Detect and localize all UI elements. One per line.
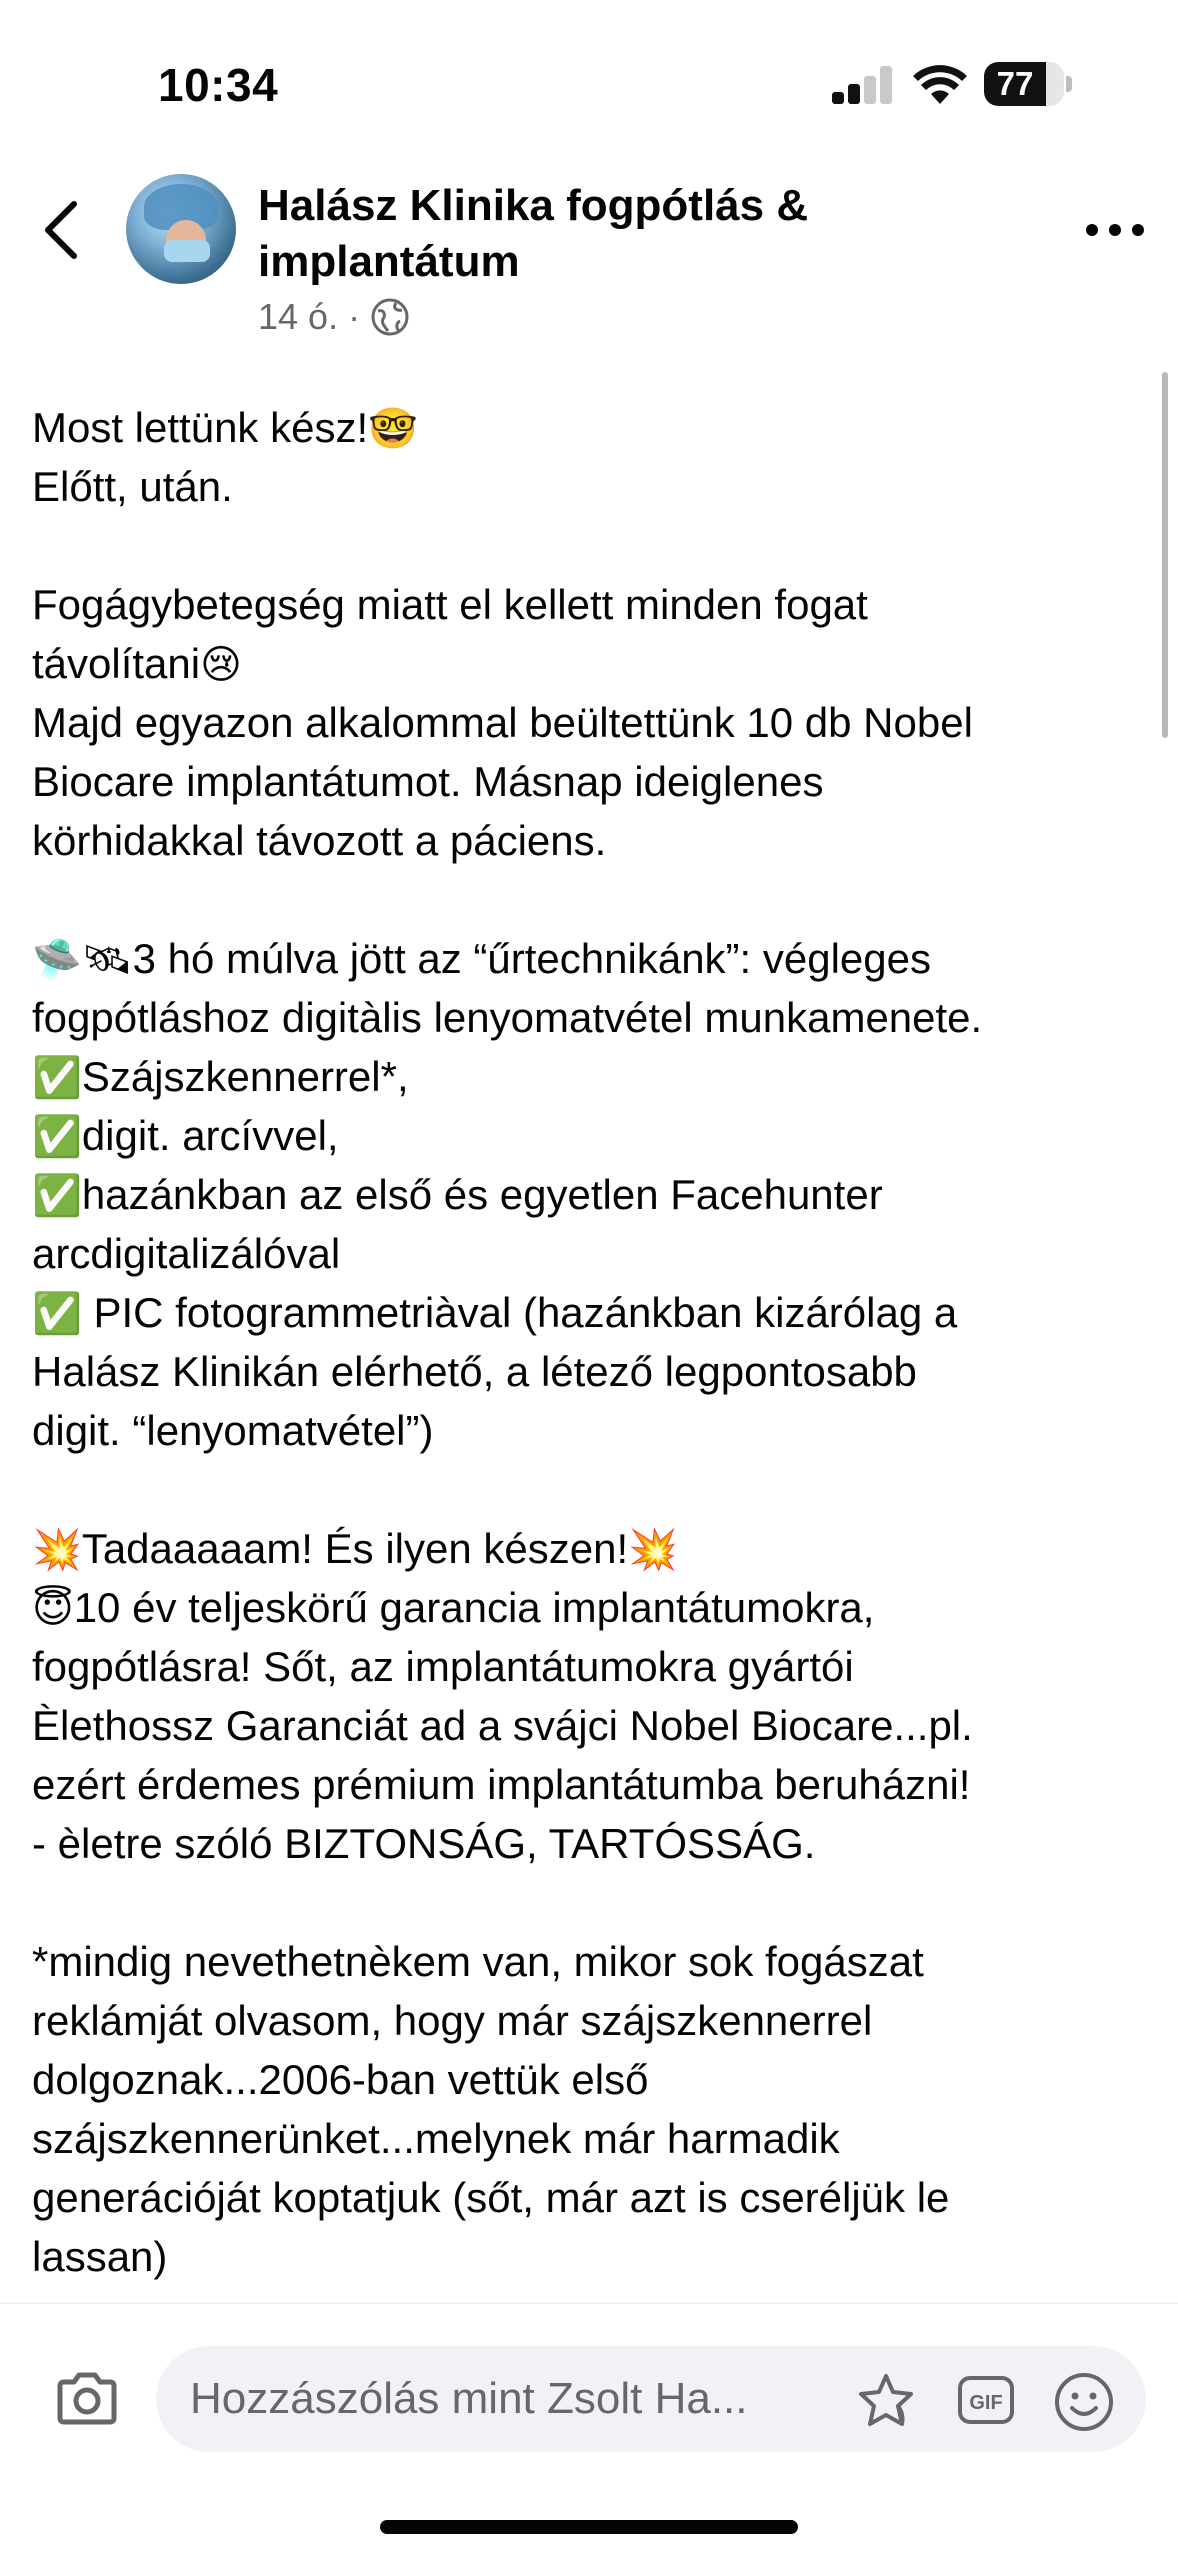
line-prefix-emoji: 🛸🛰 bbox=[32, 937, 133, 983]
line-text: Szájszkennerrel*, bbox=[81, 1053, 409, 1100]
line-text: távolítani bbox=[32, 640, 201, 687]
post-line bbox=[32, 1401, 1142, 1460]
meta-separator: · bbox=[348, 296, 361, 337]
page-name[interactable]: Halász Klinika fogpótlás & implantátum bbox=[258, 181, 809, 286]
line-text: Fogágybetegség miatt el kellett minden fogat bbox=[32, 581, 868, 628]
comment-input[interactable]: Hozzászólás mint Zsolt Ha... bbox=[190, 2374, 748, 2423]
line-text: hazánkban az első és egyetlen Facehunter bbox=[81, 1171, 883, 1218]
post-line bbox=[32, 1224, 1142, 1283]
line-text: arcdigitalizálóval bbox=[32, 1230, 341, 1277]
blank-line bbox=[32, 870, 1142, 929]
post-line bbox=[32, 575, 1142, 634]
line-text: szájszkennerünket...melynek már harmadik bbox=[32, 2115, 840, 2162]
post-line bbox=[32, 1755, 1142, 1814]
post-line bbox=[32, 1637, 1142, 1696]
post-line bbox=[32, 1696, 1142, 1755]
post-line bbox=[32, 398, 1142, 457]
globe-icon bbox=[370, 297, 410, 337]
line-text: Előtt, után. bbox=[32, 463, 233, 510]
blank-line bbox=[32, 516, 1142, 575]
post-line bbox=[32, 1283, 1142, 1342]
post-line bbox=[32, 1047, 1142, 1106]
line-text: fogpótláshoz digitàlis lenyomatvétel munkamenete. bbox=[32, 994, 983, 1041]
back-arrow-icon[interactable] bbox=[36, 194, 88, 266]
battery-level: 77 bbox=[996, 65, 1034, 102]
post-meta bbox=[258, 296, 410, 338]
post-line bbox=[32, 811, 1142, 870]
post-line bbox=[32, 1106, 1142, 1165]
sticker-icon[interactable] bbox=[856, 2372, 916, 2432]
post-line bbox=[32, 1342, 1142, 1401]
line-text: PIC fotogrammetriàval (hazánkban kizárólag a bbox=[81, 1289, 958, 1336]
post-line bbox=[32, 1814, 1142, 1873]
post-line bbox=[32, 752, 1142, 811]
post-line bbox=[32, 988, 1142, 1047]
scrollbar[interactable] bbox=[1162, 372, 1168, 738]
line-text: Tadaaaaam! És ilyen készen! bbox=[81, 1525, 629, 1572]
post-line bbox=[32, 1165, 1142, 1224]
line-text: lassan) bbox=[32, 2233, 168, 2280]
home-indicator[interactable] bbox=[380, 2520, 798, 2534]
line-text: 10 év teljeskörű garancia implantátumokra, bbox=[73, 1584, 875, 1631]
line-text: *mindig nevethetnèkem van, mikor sok fogászat bbox=[32, 1938, 924, 1985]
line-text: körhidakkal távozott a páciens. bbox=[32, 817, 607, 864]
post-line bbox=[32, 2050, 1142, 2109]
post-line bbox=[32, 1991, 1142, 2050]
emoji-icon[interactable] bbox=[1052, 2370, 1116, 2434]
post-line bbox=[32, 2168, 1142, 2227]
battery-icon bbox=[984, 62, 1064, 106]
post-line bbox=[32, 457, 1142, 516]
post-line bbox=[32, 1578, 1142, 1637]
line-text: digit. arcívvel, bbox=[81, 1112, 339, 1159]
post-line bbox=[32, 1932, 1142, 1991]
line-prefix-emoji: 💥 bbox=[32, 1527, 82, 1573]
line-text: digit. “lenyomatvétel”) bbox=[32, 1407, 434, 1454]
line-text: 3 hó múlva jött az “űrtechnikánk”: végleges bbox=[132, 935, 932, 982]
line-prefix-emoji: 😇 bbox=[32, 1586, 74, 1632]
line-text: Halász Klinikán elérhető, a létező legpontosabb bbox=[32, 1348, 917, 1395]
status-time: 10:34 bbox=[158, 59, 279, 111]
line-text: dolgoznak...2006-ban vettük első bbox=[32, 2056, 649, 2103]
wifi-icon bbox=[912, 62, 968, 106]
line-text: ezért érdemes prémium implantátumba beruházni! bbox=[32, 1761, 971, 1808]
more-options-icon[interactable] bbox=[1086, 210, 1144, 250]
battery-cap bbox=[1066, 76, 1072, 92]
line-text: reklámját olvasom, hogy már szájszkennerrel bbox=[32, 1997, 873, 2044]
gif-icon[interactable] bbox=[956, 2370, 1016, 2430]
line-emoji: 💥 bbox=[628, 1527, 678, 1573]
post-line bbox=[32, 693, 1142, 752]
blank-line bbox=[32, 1873, 1142, 1932]
line-text: - èletre szóló BIZTONSÁG, TARTÓSSÁG. bbox=[32, 1820, 816, 1867]
post-line bbox=[32, 1519, 1142, 1578]
page-avatar[interactable] bbox=[126, 174, 236, 284]
post-line bbox=[32, 2227, 1142, 2286]
cellular-signal-icon bbox=[832, 66, 894, 104]
line-text: generációját koptatjuk (sőt, már azt is cseréljük le bbox=[32, 2174, 950, 2221]
camera-icon[interactable] bbox=[54, 2366, 120, 2432]
blank-line bbox=[32, 1460, 1142, 1519]
line-text: Biocare implantátumot. Másnap ideiglenes bbox=[32, 758, 824, 805]
line-prefix-emoji: ✅ bbox=[32, 1114, 82, 1160]
post-line bbox=[32, 2109, 1142, 2168]
line-text: fogpótlásra! Sőt, az implantátumokra gyártói bbox=[32, 1643, 854, 1690]
post-line bbox=[32, 929, 1142, 988]
comment-box[interactable] bbox=[156, 2346, 1146, 2452]
line-prefix-emoji: ✅ bbox=[32, 1291, 82, 1337]
line-prefix-emoji: ✅ bbox=[32, 1055, 82, 1101]
post-text bbox=[32, 398, 1142, 2286]
line-text: Majd egyazon alkalommal beültettünk 10 db Nobel bbox=[32, 699, 973, 746]
divider bbox=[0, 2302, 1178, 2304]
post-time[interactable]: 14 ó. bbox=[258, 296, 339, 337]
line-emoji: 😢 bbox=[200, 642, 242, 688]
svg-text:GIF: GIF bbox=[969, 2392, 1003, 2414]
line-prefix-emoji: ✅ bbox=[32, 1173, 82, 1219]
line-text: Most lettünk kész! bbox=[32, 404, 369, 451]
line-emoji: 🤓 bbox=[368, 406, 418, 452]
line-text: Èlethossz Garanciát ad a svájci Nobel Biocare...pl. bbox=[32, 1702, 973, 1749]
post-line bbox=[32, 634, 1142, 693]
